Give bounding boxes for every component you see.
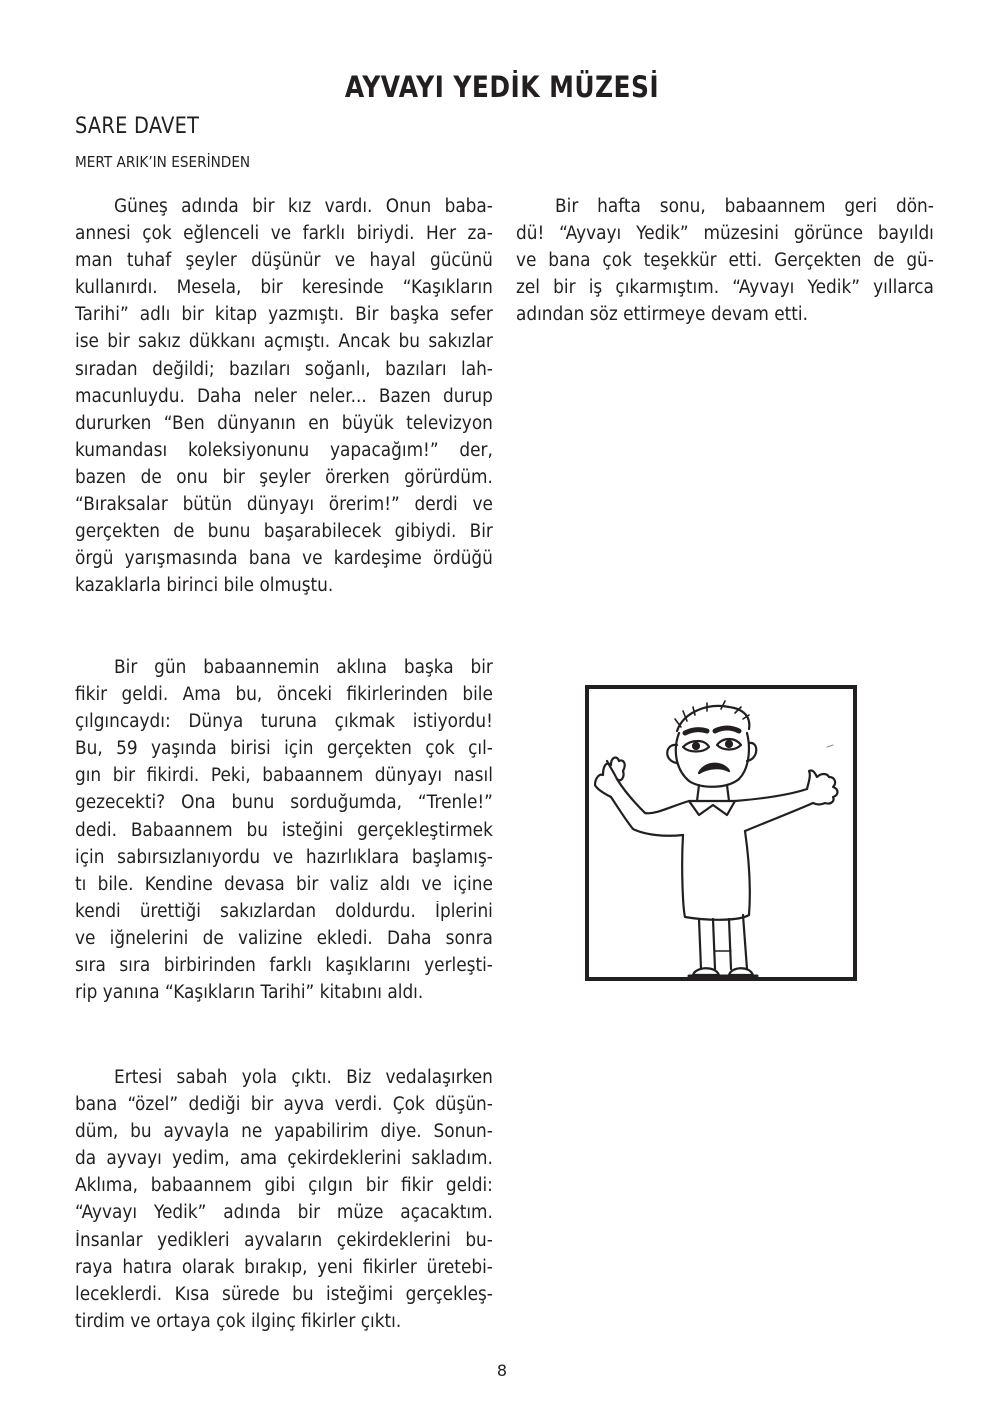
page-number: 8 <box>496 1361 508 1380</box>
text-line: ve iğnelerini de valizine ekledi. Daha sonra <box>75 927 493 949</box>
paragraph-3 <box>75 1064 493 1335</box>
text-line: bazen de onu bir şeyler örerken görürdüm. <box>75 466 493 488</box>
text-line: çılgıncaydı: Dünya turuna çıkmak istiyordu! <box>75 711 493 733</box>
text-line: kazaklarla birinci bile olmuştu. <box>75 575 334 597</box>
boy-drawing-icon <box>589 689 853 977</box>
text-line: dururken “Ben dünyanın en büyük televizyon <box>75 412 493 434</box>
text-line: raya hatıra olarak bırakıp, yeni fikirler üretebi- <box>75 1256 493 1278</box>
source-credit: MERT ARIK’IN ESERİNDEN <box>75 153 251 171</box>
text-line: rip yanına “Kaşıkların Tarihi” kitabını aldı. <box>75 982 424 1004</box>
text-line: Ertesi sabah yola çıktı. Biz vedalaşırken <box>114 1067 493 1088</box>
text-line: kendi ürettiği sakızlardan doldurdu. İplerini <box>75 900 493 922</box>
text-line: Bu, 59 yaşında birisi için gerçekten çok çıl- <box>75 738 493 760</box>
text-line: “Ayvayı Yedik” adında bir müze açacaktım. <box>75 1202 493 1224</box>
text-line: “Bıraksalar bütün dünyayı örerim!” derdi ve <box>75 494 493 516</box>
text-line: Güneş adında bir kız vardı. Onun baba- <box>114 196 493 217</box>
text-line: örgü yarışmasında bana ve kardeşime ördüğü <box>75 548 493 570</box>
text-line: tirdim ve ortaya çok ilginç fikirler çıktı. <box>75 1310 402 1332</box>
text-line: kumandası koleksiyonunu yapacağım!” der, <box>75 439 493 461</box>
text-line: leceklerdi. Kısa sürede bu isteğimi gerçekleş- <box>75 1283 493 1305</box>
text-line: gezecekti? Ona bunu sorduğumda, “Trenle!” <box>75 792 493 814</box>
text-line: İnsanlar yedikleri ayvaların çekirdeklerini bu- <box>75 1229 493 1251</box>
text-line: annesi çok eğlenceli ve farklı biriydi. Her za- <box>75 223 493 245</box>
paragraph-4 <box>516 193 934 328</box>
text-line: tı bile. Kendine devasa bir valiz aldı ve içine <box>75 873 493 895</box>
paragraph-2 <box>75 654 493 1006</box>
text-line: kullanırdı. Mesela, bir keresinde “Kaşıkların <box>75 277 493 299</box>
text-line: dedi. Babaannem bu isteğini gerçekleştirmek <box>75 819 493 841</box>
text-line: düm, bu ayvayla ne yapabilirim diye. Sonun- <box>75 1121 493 1143</box>
text-line: da ayvayı yedim, ama çekirdeklerini sakladım. <box>75 1148 493 1170</box>
text-line: Tarihi” adlı bir kitap yazmıştı. Bir başka sefer <box>75 304 493 326</box>
text-line: man tuhaf şeyler düşünür ve hayal gücünü <box>75 250 493 272</box>
text-line: gerçekten de bunu başarabilecek gibiydi. Bir <box>75 521 493 543</box>
text-line: ve bana çok teşekkür etti. Gerçekten de gü- <box>516 250 934 272</box>
text-line: bana “özel” dediği bir ayva verdi. Çok düşün- <box>75 1094 493 1116</box>
paragraph-1 <box>75 193 493 599</box>
text-line: ise bir sakız dükkanı açmıştı. Ancak bu sakızlar <box>75 331 493 353</box>
text-line: macunluydu. Daha neler neler... Bazen durup <box>75 385 493 407</box>
text-line: Bir hafta sonu, babaannem geri dön- <box>555 196 934 217</box>
text-line: sıra sıra birbirinden farklı kaşıklarını yerleşti- <box>75 955 493 977</box>
author-name: SARE DAVET <box>75 114 200 139</box>
text-line: Bir gün babaannemin aklına başka bir <box>114 657 493 678</box>
boy-illustration <box>585 685 857 981</box>
text-line: fikir geldi. Ama bu, önceki fikirlerinden bile <box>75 684 493 706</box>
page-title: AYVAYI YEDİK MÜZESİ <box>344 70 660 104</box>
text-line: zel bir iş çıkarmıştım. “Ayvayı Yedik” yıllarca <box>516 277 934 299</box>
text-line: adından söz ettirmeye devam etti. <box>516 304 808 326</box>
text-line: için sabırsızlanıyordu ve hazırlıklara başlamış- <box>75 846 493 868</box>
text-line: Aklıma, babaannem gibi çılgın bir fikir geldi: <box>75 1175 493 1197</box>
text-line: sıradan değildi; bazıları soğanlı, bazıları lah- <box>75 358 493 380</box>
text-line: dü! “Ayvayı Yedik” müzesini görünce bayıldı <box>516 223 934 245</box>
text-line: gın bir fikirdi. Peki, babaannem dünyayı nasıl <box>75 765 493 787</box>
